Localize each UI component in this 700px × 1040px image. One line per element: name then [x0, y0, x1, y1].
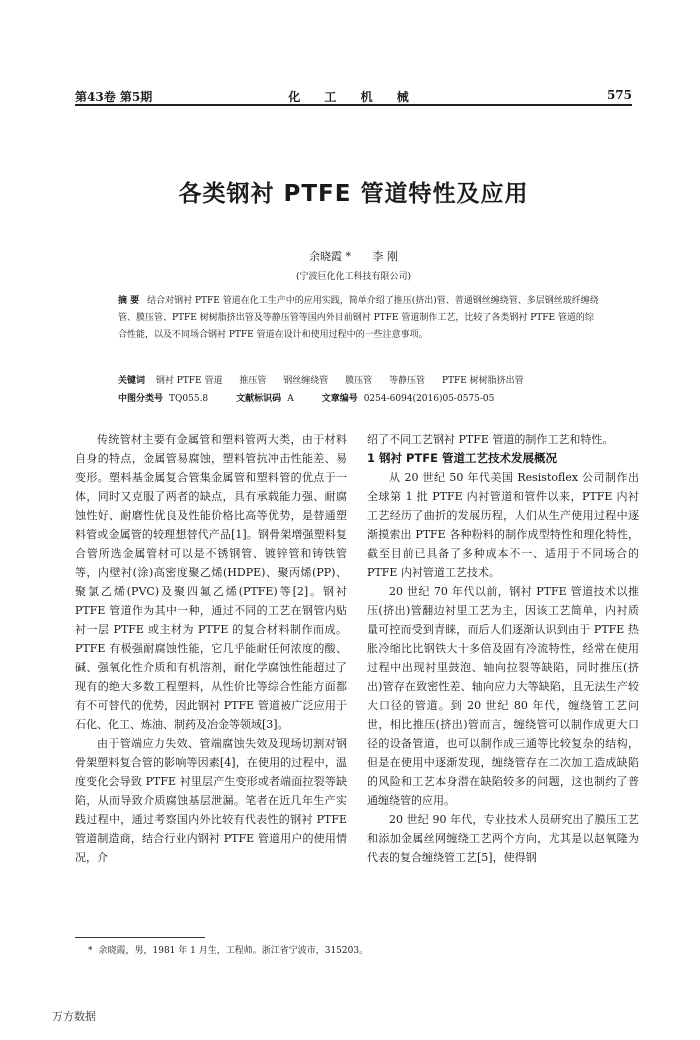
article-no-value: 0254-6094(2016)05-0575-05	[363, 394, 495, 404]
keywords-label: 关键词	[118, 376, 146, 386]
clc-label: 中图分类号	[118, 394, 164, 404]
author-2: 李 刚	[372, 250, 398, 263]
author-line	[75, 248, 632, 264]
volume-issue: 第43卷 第5期	[75, 90, 153, 104]
clc-value: TQ055.8	[169, 394, 209, 404]
keyword: PTFE 树树脂挤出管	[441, 376, 524, 386]
keywords	[118, 373, 600, 386]
keyword: 膜压管	[345, 376, 373, 386]
paragraph: 从 20 世纪 50 年代美国 Resistoflex 公司制作出全球第 1 批 PTFE 内衬管道和管件以来，PTFE 内衬工艺经历了曲折的发展历程，人们从生产使用过程中逐渐摸索出 PTFE 各种粉料的制作成型特性和理化特性，截至目前已具备了多种成本不一、适用于不同场合的 PTFE 内衬管道工艺技术。	[367, 471, 639, 579]
affiliation: (宁波巨化化工科技有限公司)	[295, 272, 412, 282]
page-number: 575	[606, 88, 632, 102]
abstract	[118, 293, 600, 344]
doc-code-label: 文献标识码	[236, 394, 282, 404]
footnote-rule	[75, 937, 205, 938]
journal-name: 化 工 机 械	[288, 90, 419, 104]
paragraph: 20 世纪 70 年代以前，钢衬 PTFE 管道技术以推压(挤出)管翻边衬里工艺为主，因该工艺简单，内衬质量可控而受到青睐，而后人们逐渐认识到由于 PTFE 热胀冷缩比比钢铁大十多倍及固有冷流特性，经常在使用过程中出现衬里鼓泡、轴向拉裂等缺陷，同时推压(挤出)管存在致密性差、轴向应力大等缺陷，且无法生产较大口径的管道。到 20 世纪 80 年代，缠绕管工艺问世，相比推压(挤出)管而言，缠绕管可以制作成更大口径的设备管道，也可以制作成三通等比较复杂的结构，但是在使用中逐渐发现，缠绕管存在二次加工造成缺陷的风险和工艺本身潜在缺陷较多的问题，这也制约了普通缠绕管的应用。	[367, 585, 639, 807]
paper-title: 各类钢衬 PTFE 管道特性及应用	[178, 181, 529, 207]
footnote-marker: *	[88, 946, 93, 956]
paragraph: 绍了不同工艺钢衬 PTFE 管道的制作工艺和特性。	[367, 433, 614, 446]
footnote	[88, 943, 628, 956]
paragraph: 传统管材主要有金属管和塑料管两大类，由于材料自身的特点，金属管易腐蚀，塑料管抗冲击性能差、易变形。塑料基金属复合管集金属管和塑料管的优点于一体，同时又克服了两者的缺点，具有承载能力强、耐腐蚀性好、耐磨性优良及性能价格比高等优势，是替通塑料管或金属管的较理想替代产品[1]。钢骨架增强塑料复合管所选金属管材可以是不锈钢管、镀锌管和铸铁管等，内壁衬(涂)高密度聚乙烯(HDPE)、聚丙烯(PP)、聚氯乙烯(PVC)及聚四氟乙烯(PTFE)等[2]。钢衬 PTFE 管道作为其中一种，通过不同的工艺在钢管内贴衬一层 PTFE 或主材为 PTFE 的复合材料制作而成。PTFE 有极强耐腐蚀性能，它几乎能耐任何浓度的酸、碱、强氧化性介质和有机溶剂，耐化学腐蚀性能超过了现有的绝大多数工程塑料，从性价比等综合性能方面都有不可替代的优势，因此钢衬 PTFE 管道被广泛应用于石化、化工、炼油、制药及冶金等领域[3]。	[75, 433, 347, 731]
right-column	[367, 430, 639, 867]
watermark: 万方数据	[52, 1010, 96, 1023]
doc-code-value: A	[287, 394, 294, 404]
abstract-text: 结合对钢衬 PTFE 管道在化工生产中的应用实践，简单介绍了推压(挤出)管、普通钢丝缠绕管、多层钢丝玻纤缠绕管、膜压管、PTFE 树树脂挤出管及等静压管等国内外目前钢衬 PTFE 管道制作工艺，比较了各类钢衬 PTFE 管道的综合性能，以及不同场合钢衬 PTFE 管道在设计和使用过程中的一些注意事项。	[118, 296, 599, 340]
keyword: 等静压管	[389, 376, 426, 386]
paragraph: 20 世纪 90 年代，专业技术人员研究出了膜压工艺和添加金属丝网缠绕工艺两个方向，尤其是以赵氧隆为代表的复合缠绕管工艺[5]，使得钢	[367, 813, 639, 864]
left-column	[75, 430, 347, 867]
keyword: 钢衬 PTFE 管道	[155, 376, 223, 386]
footnote-text: 余晓霞，男，1981 年 1 月生，工程师。浙江省宁波市，315203。	[98, 946, 369, 956]
keyword: 推压管	[239, 376, 267, 386]
classification-line	[118, 391, 600, 404]
header-rule	[75, 104, 632, 106]
abstract-label: 摘 要	[118, 296, 140, 306]
section-heading: 1 钢衬 PTFE 管道工艺技术发展概况	[367, 451, 557, 465]
paragraph: 由于管端应力失效、管端腐蚀失效及现场切割对钢骨架塑料复合管的影响等因素[4]，在使用的过程中，温度变化会导致 PTFE 衬里层产生变形或者端面拉裂等缺陷，从而导致介质腐蚀基层泄漏。笔者在近几年生产实践过程中，通过考察国内外比较有代表性的钢衬 PTFE 管道制造商，结合行业内钢衬 PTFE 管道用户的使用情况，介	[75, 737, 347, 864]
article-no-label: 文章编号	[321, 394, 358, 404]
author-1: 余晓霞 *	[309, 250, 351, 263]
running-header	[75, 88, 632, 104]
keyword: 钢丝缠绕管	[283, 376, 329, 386]
